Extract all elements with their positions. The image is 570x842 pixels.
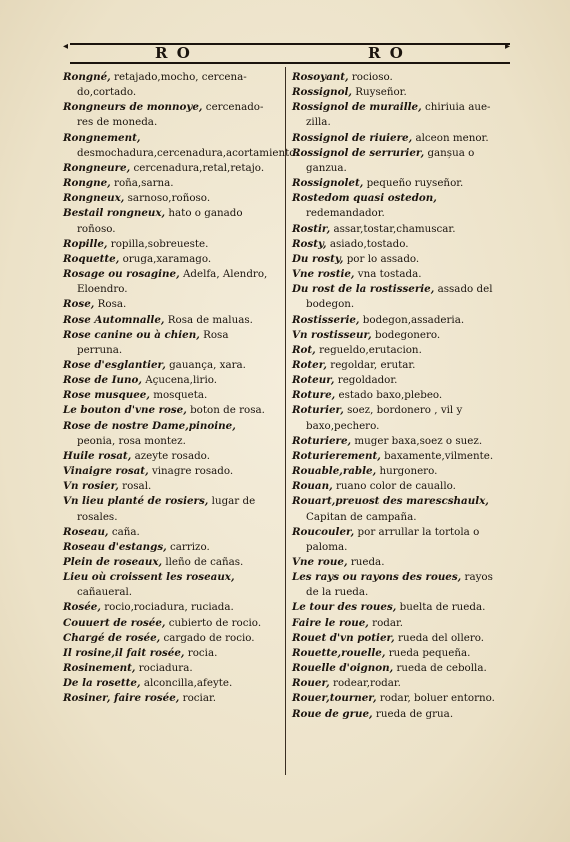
entry-definition: regoldar, erutar. bbox=[330, 358, 416, 371]
dictionary-entry bbox=[63, 191, 273, 206]
entry-definition: Rosa. bbox=[97, 298, 127, 311]
entry-headword: Rongneure, bbox=[63, 161, 131, 174]
entry-definition: hato o ganado roñoso. bbox=[77, 207, 243, 235]
entry-headword: Rossignol de serrurier, bbox=[292, 146, 425, 159]
entry-definition: por lo assado. bbox=[346, 252, 420, 265]
entry-headword: Roseau d'estangs, bbox=[63, 540, 167, 553]
entry-headword: Rosinement, bbox=[63, 662, 136, 675]
entry-definition: vinagre rosado. bbox=[151, 465, 234, 478]
entry-headword: Rossignolet, bbox=[292, 177, 364, 190]
entry-definition: pequeño ruyseñor. bbox=[366, 177, 464, 190]
entry-headword: Rosée, bbox=[63, 601, 101, 614]
entry-definition: rueda de cebolla. bbox=[396, 662, 487, 675]
entry-definition: sarnoso,roñoso. bbox=[127, 192, 211, 205]
entry-definition: bodegonero. bbox=[375, 328, 441, 341]
header-ornament-left: ◂ bbox=[63, 41, 69, 52]
entry-headword: Rostir, bbox=[292, 222, 331, 235]
entry-headword: De la rosette, bbox=[63, 677, 141, 690]
dictionary-entry bbox=[63, 616, 273, 631]
entry-headword: Rostisserie, bbox=[292, 313, 360, 326]
dictionary-entry bbox=[292, 191, 504, 221]
entry-definition: ganșua o ganzua. bbox=[306, 146, 475, 174]
entry-definition: rueda. bbox=[350, 556, 385, 568]
entry-definition: rocio,rociadura, ruciada. bbox=[104, 601, 234, 614]
entry-definition: Capitan de campaña. bbox=[306, 510, 417, 523]
entry-headword: Roquette, bbox=[63, 252, 120, 265]
dictionary-entry bbox=[292, 85, 504, 100]
dictionary-entry bbox=[63, 388, 273, 403]
entry-headword: Vinaigre rosat, bbox=[63, 465, 149, 478]
entry-definition: alceon menor. bbox=[415, 131, 489, 144]
entry-definition: muger baxa,soez o suez. bbox=[354, 434, 483, 447]
entry-definition: Rosa de maluas. bbox=[167, 313, 253, 326]
dictionary-entry bbox=[63, 176, 273, 191]
entry-definition: rodear,rodar. bbox=[333, 677, 401, 690]
entry-headword: Du rosty, bbox=[292, 252, 344, 265]
dictionary-entry bbox=[292, 525, 504, 555]
dictionary-entry bbox=[292, 570, 504, 600]
header-ornament-right: ▸ bbox=[505, 41, 511, 52]
entry-headword: Du rost de la rostisserie, bbox=[292, 283, 435, 296]
dictionary-entry bbox=[292, 479, 504, 494]
entry-headword: Rose musquee, bbox=[63, 389, 150, 402]
dictionary-entry bbox=[292, 252, 504, 267]
header-rule-bottom bbox=[70, 62, 510, 64]
entry-definition: rociadura. bbox=[138, 662, 193, 675]
entry-headword: Chargé de rosée, bbox=[63, 631, 161, 644]
dictionary-entry bbox=[292, 313, 504, 328]
entry-headword: Plein de roseaux, bbox=[63, 556, 163, 568]
entry-definition: boton de rosa. bbox=[190, 404, 265, 417]
dictionary-entry bbox=[292, 388, 504, 403]
column-divider bbox=[285, 67, 286, 775]
entry-definition: retajado,mocho, cercena-do,cortado. bbox=[77, 71, 247, 99]
dictionary-entry bbox=[63, 631, 273, 646]
entry-headword: Rossignol, bbox=[292, 86, 352, 99]
entry-definition: redemandador. bbox=[306, 207, 385, 220]
entry-definition: assar,tostar,chamuscar. bbox=[333, 222, 456, 235]
dictionary-entry bbox=[292, 131, 504, 146]
entry-headword: Rose canine ou à chien, bbox=[63, 328, 200, 341]
entry-headword: Le bouton d'vne rose, bbox=[63, 404, 187, 417]
entry-definition: rocia. bbox=[187, 646, 218, 659]
entry-headword: Rose de Iuno, bbox=[63, 374, 142, 387]
entry-definition: baxamente,vilmente. bbox=[384, 449, 494, 462]
dictionary-entry bbox=[63, 449, 273, 464]
dictionary-entry bbox=[292, 176, 504, 191]
entry-headword: Rouer, bbox=[292, 677, 330, 690]
entry-headword: Rosty, bbox=[292, 237, 327, 250]
dictionary-entry bbox=[63, 661, 273, 676]
dictionary-entry bbox=[292, 616, 504, 631]
dictionary-entry bbox=[63, 691, 273, 706]
dictionary-entry bbox=[63, 358, 273, 373]
left-column bbox=[63, 70, 299, 707]
entry-headword: Rongnement, bbox=[63, 131, 141, 144]
entry-definition: rosal. bbox=[122, 480, 152, 493]
entry-definition: regoldador. bbox=[337, 374, 398, 387]
entry-definition: rueda pequeña. bbox=[388, 646, 471, 659]
entry-headword: Roture, bbox=[292, 389, 336, 402]
entry-definition: rueda del ollero. bbox=[398, 631, 485, 644]
dictionary-entry bbox=[63, 403, 273, 418]
entry-definition: regueldo,erutacion. bbox=[319, 343, 422, 356]
entry-definition: Rosa perruna. bbox=[77, 328, 229, 356]
dictionary-entry bbox=[292, 449, 504, 464]
entry-headword: Le tour des roues, bbox=[292, 601, 397, 614]
dictionary-entry bbox=[63, 206, 273, 236]
dictionary-entry bbox=[292, 676, 504, 691]
entry-definition: alconcilla,afeyte. bbox=[143, 677, 233, 690]
entry-headword: Rouer,tourner, bbox=[292, 692, 377, 705]
entry-definition: rayos de la rueda. bbox=[306, 571, 493, 599]
entry-headword: Ropille, bbox=[63, 237, 108, 250]
entry-headword: Les rays ou rayons des roues, bbox=[292, 571, 462, 584]
entry-headword: Il rosine,il fait rosée, bbox=[63, 646, 185, 659]
entry-headword: Rose d'esglantier, bbox=[63, 358, 166, 371]
entry-headword: Roucouler, bbox=[292, 525, 355, 538]
dictionary-entry bbox=[63, 540, 273, 555]
dictionary-entry bbox=[292, 707, 504, 722]
dictionary-entry bbox=[292, 403, 504, 433]
dictionary-entry bbox=[63, 161, 273, 176]
entry-definition: Adelfa, Alendro, Eloendro. bbox=[77, 268, 268, 296]
dictionary-entry bbox=[292, 328, 504, 343]
dictionary-entry bbox=[63, 419, 273, 449]
dictionary-entry bbox=[63, 267, 273, 297]
dictionary-entry bbox=[63, 313, 273, 328]
entry-definition: por arrullar la tortola o paloma. bbox=[306, 525, 480, 553]
entry-definition: rodar. bbox=[372, 616, 404, 629]
entry-definition: gauança, xara. bbox=[169, 358, 246, 371]
entry-definition: soez, bordonero , vil y baxo,pechero. bbox=[306, 404, 463, 432]
entry-definition: rueda de grua. bbox=[375, 707, 454, 720]
dictionary-entry bbox=[63, 297, 273, 312]
entry-definition: hurgonero. bbox=[379, 465, 438, 478]
dictionary-entry bbox=[63, 525, 273, 540]
dictionary-entry bbox=[63, 479, 273, 494]
entry-headword: Roturierement, bbox=[292, 449, 381, 462]
entry-definition: Ruyseñor. bbox=[355, 86, 407, 99]
entry-headword: Rossignol de muraille, bbox=[292, 101, 422, 114]
dictionary-entry bbox=[292, 237, 504, 252]
entry-definition: rociar. bbox=[182, 692, 217, 705]
entry-headword: Rouette,rouelle, bbox=[292, 646, 386, 659]
entry-definition: cercenado-res de moneda. bbox=[77, 101, 264, 129]
dictionary-entry bbox=[63, 494, 273, 524]
dictionary-entry bbox=[292, 267, 504, 282]
entry-headword: Huile rosat, bbox=[63, 449, 132, 462]
entry-definition: lugar de rosales. bbox=[77, 495, 256, 523]
entry-headword: Roteur, bbox=[292, 374, 335, 387]
entry-definition: cercenadura,retal,retajo. bbox=[133, 161, 265, 174]
dictionary-entry bbox=[292, 146, 504, 176]
header-rule-top bbox=[70, 43, 510, 45]
entry-headword: Vn rosier, bbox=[63, 480, 119, 493]
dictionary-entry bbox=[292, 70, 504, 85]
entry-headword: Rosiner, faire rosée, bbox=[63, 692, 180, 705]
dictionary-entry bbox=[292, 343, 504, 358]
entry-definition: mosqueta. bbox=[153, 389, 208, 402]
entry-headword: Rose, bbox=[63, 298, 95, 311]
dictionary-entry bbox=[292, 494, 504, 524]
entry-headword: Roter, bbox=[292, 358, 327, 371]
entry-definition: ruano color de cauallo. bbox=[335, 480, 456, 493]
dictionary-entry bbox=[63, 237, 273, 252]
entry-headword: Roseau, bbox=[63, 525, 109, 538]
entry-headword: Rot, bbox=[292, 343, 316, 356]
entry-headword: Roturiere, bbox=[292, 434, 352, 447]
dictionary-entry bbox=[63, 646, 273, 661]
entry-headword: Rouan, bbox=[292, 480, 333, 493]
entry-headword: Lieu où croissent les roseaux, bbox=[63, 571, 235, 584]
entry-definition: lleño de cañas. bbox=[165, 556, 244, 568]
entry-definition: carrizo. bbox=[170, 540, 210, 553]
entry-definition: Açucena,lirio. bbox=[145, 374, 218, 387]
dictionary-entry bbox=[292, 464, 504, 479]
entry-headword: Rosoyant, bbox=[292, 71, 349, 83]
running-head-left: R O bbox=[155, 44, 192, 62]
entry-definition: peonia, rosa montez. bbox=[77, 434, 186, 447]
entry-headword: Faire le roue, bbox=[292, 616, 369, 629]
dictionary-entry bbox=[63, 131, 299, 161]
entry-definition: cargado de rocio. bbox=[163, 631, 255, 644]
entry-definition: desmochadura,cercenadura,acortamiento. bbox=[77, 146, 299, 159]
entry-definition: azeyte rosado. bbox=[134, 449, 210, 462]
entry-headword: Rosage ou rosagine, bbox=[63, 268, 180, 281]
entry-headword: Rouet d'vn potier, bbox=[292, 631, 395, 644]
entry-definition: cañaueral. bbox=[77, 586, 133, 599]
entry-definition: bodegon,assaderia. bbox=[362, 313, 465, 326]
entry-definition: assado del bodegon. bbox=[306, 283, 493, 311]
dictionary-entry bbox=[292, 646, 504, 661]
entry-headword: Rostedom quasi ostedon, bbox=[292, 192, 437, 205]
dictionary-entry bbox=[292, 600, 504, 615]
entry-headword: Vne rostie, bbox=[292, 268, 355, 281]
dictionary-entry bbox=[292, 100, 504, 130]
entry-definition: rodar, boluer entorno. bbox=[379, 692, 495, 705]
entry-definition: caña. bbox=[111, 525, 140, 538]
entry-definition: rocioso. bbox=[351, 71, 393, 83]
entry-headword: Couuert de rosée, bbox=[63, 616, 166, 629]
dictionary-entry bbox=[292, 691, 504, 706]
dictionary-entry bbox=[63, 373, 273, 388]
dictionary-entry bbox=[292, 373, 504, 388]
entry-headword: Rouelle d'oignon, bbox=[292, 662, 394, 675]
entry-headword: Vn lieu planté de rosiers, bbox=[63, 495, 209, 508]
entry-headword: Roue de grue, bbox=[292, 707, 373, 720]
dictionary-entry bbox=[292, 631, 504, 646]
dictionary-entry bbox=[63, 600, 273, 615]
entry-definition: ropilla,sobreueste. bbox=[110, 237, 209, 250]
entry-definition: chiriuia aue-zilla. bbox=[306, 101, 491, 129]
dictionary-entry bbox=[63, 555, 273, 570]
entry-definition: asiado,tostado. bbox=[329, 237, 409, 250]
entry-definition: vna tostada. bbox=[357, 268, 422, 281]
dictionary-entry bbox=[63, 464, 273, 479]
entry-headword: Rouart,preuost des marescshaulx, bbox=[292, 495, 489, 508]
entry-headword: Rouable,rable, bbox=[292, 465, 377, 478]
dictionary-entry bbox=[63, 70, 273, 100]
dictionary-entry bbox=[292, 282, 504, 312]
entry-headword: Bestail rongneux, bbox=[63, 207, 166, 220]
dictionary-entry bbox=[63, 100, 273, 130]
entry-headword: Rossignol de riuiere, bbox=[292, 131, 413, 144]
entry-headword: Rose de nostre Dame,pinoine, bbox=[63, 419, 236, 432]
entry-headword: Roturier, bbox=[292, 404, 344, 417]
entry-headword: Rongne, bbox=[63, 177, 111, 190]
entry-definition: roña,sarna. bbox=[114, 177, 174, 190]
entry-headword: Rongné, bbox=[63, 71, 111, 83]
entry-headword: Rongneurs de monnoye, bbox=[63, 101, 203, 114]
entry-definition: cubierto de rocio. bbox=[168, 616, 262, 629]
dictionary-entry bbox=[63, 328, 273, 358]
dictionary-entry bbox=[292, 222, 504, 237]
dictionary-entry bbox=[292, 661, 504, 676]
dictionary-entry bbox=[292, 358, 504, 373]
entry-definition: buelta de rueda. bbox=[399, 601, 486, 614]
dictionary-entry bbox=[63, 570, 273, 600]
entry-headword: Rose Automnalle, bbox=[63, 313, 165, 326]
dictionary-entry bbox=[63, 676, 273, 691]
entry-definition: oruga,xaramago. bbox=[122, 252, 212, 265]
running-head-right: R O bbox=[368, 44, 405, 62]
dictionary-entry bbox=[63, 252, 273, 267]
entry-headword: Vn rostisseur, bbox=[292, 328, 372, 341]
entry-definition: estado baxo,plebeo. bbox=[338, 389, 443, 402]
entry-headword: Rongneux, bbox=[63, 192, 125, 205]
entry-headword: Vne roue, bbox=[292, 556, 348, 568]
dictionary-entry bbox=[292, 555, 504, 570]
dictionary-entry bbox=[292, 434, 504, 449]
right-column bbox=[292, 70, 504, 722]
